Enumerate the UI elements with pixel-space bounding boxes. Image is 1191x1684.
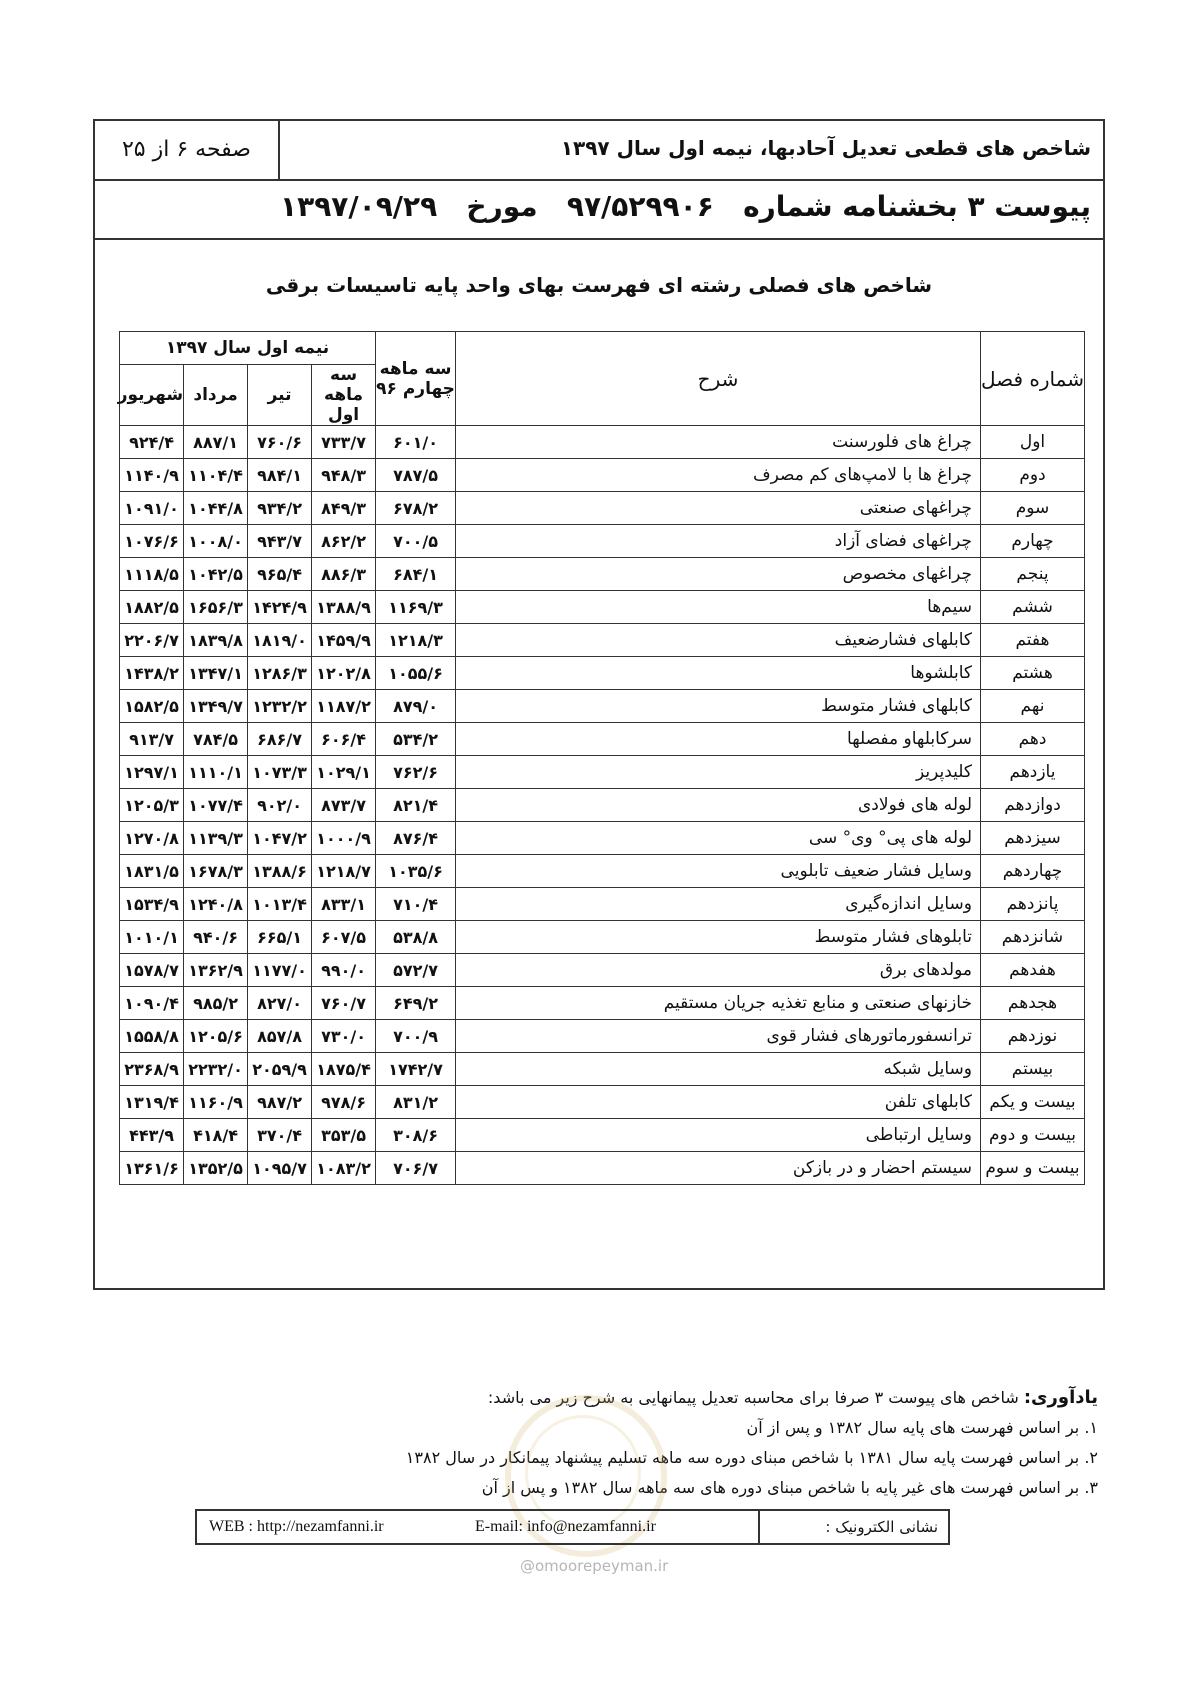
header-row: [95, 121, 1103, 181]
row-mordad: ۹۸۵/۲: [184, 987, 248, 1020]
row-tir: ۳۷۰/۴: [248, 1119, 312, 1152]
row-q4: ۷۰۰/۹: [376, 1020, 456, 1053]
table-row: [120, 591, 1085, 624]
row-mordad: ۸۸۷/۱: [184, 426, 248, 459]
col-header-mordad: مرداد: [184, 365, 248, 426]
row-shahrivar: ۹۲۴/۴: [120, 426, 184, 459]
page-number: صفحه ۶ از ۲۵: [95, 121, 280, 179]
row-tir: ۶۶۵/۱: [248, 921, 312, 954]
note-text: شاخص های پیوست ۳ صرفا برای محاسبه تعدیل پیمانهایی به شرح زیر می باشد:: [487, 1388, 1019, 1407]
row-shahrivar: ۲۳۶۸/۹: [120, 1053, 184, 1086]
row-q1: ۸۸۶/۳: [312, 558, 376, 591]
table-row: [120, 888, 1085, 921]
table-row: [120, 756, 1085, 789]
table-row: [120, 459, 1085, 492]
row-number: پنجم: [981, 558, 1085, 591]
row-tir: ۱۴۲۴/۹: [248, 591, 312, 624]
index-table: [119, 331, 1085, 1185]
row-number: نهم: [981, 690, 1085, 723]
row-mordad: ۱۳۴۷/۱: [184, 657, 248, 690]
table-row: [120, 426, 1085, 459]
row-mordad: ۱۱۶۰/۹: [184, 1086, 248, 1119]
row-q1: ۱۴۵۹/۹: [312, 624, 376, 657]
row-tir: ۱۰۴۷/۲: [248, 822, 312, 855]
table-row: [120, 987, 1085, 1020]
note-item: ۳. بر اساس فهرست های غیر پایه با شاخص مبنای دوره های سه ماهه سال ۱۳۸۲ و پس از آن: [481, 1478, 1098, 1497]
row-mordad: ۹۴۰/۶: [184, 921, 248, 954]
row-mordad: ۱۲۰۵/۶: [184, 1020, 248, 1053]
row-mordad: ۱۱۱۰/۱: [184, 756, 248, 789]
row-q1: ۱۲۰۲/۸: [312, 657, 376, 690]
row-shahrivar: ۹۱۳/۷: [120, 723, 184, 756]
row-tir: ۱۳۸۸/۶: [248, 855, 312, 888]
row-q1: ۶۰۶/۴: [312, 723, 376, 756]
row-tir: ۸۲۷/۰: [248, 987, 312, 1020]
row-q4: ۸۳۱/۲: [376, 1086, 456, 1119]
row-number: بیست و سوم: [981, 1152, 1085, 1185]
row-mordad: ۱۰۴۴/۸: [184, 492, 248, 525]
row-q1: ۱۰۰۰/۹: [312, 822, 376, 855]
row-number: هشتم: [981, 657, 1085, 690]
row-q4: ۵۷۲/۷: [376, 954, 456, 987]
row-shahrivar: ۱۰۹۰/۴: [120, 987, 184, 1020]
row-tir: ۱۰۹۵/۷: [248, 1152, 312, 1185]
row-q1: ۱۰۸۳/۲: [312, 1152, 376, 1185]
row-shahrivar: ۱۵۷۸/۷: [120, 954, 184, 987]
table-row: [120, 1020, 1085, 1053]
col-header-tir: تیر: [248, 365, 312, 426]
row-shahrivar: ۱۸۳۱/۵: [120, 855, 184, 888]
note-item: ۱. بر اساس فهرست های پایه سال ۱۳۸۲ و پس از آن: [746, 1418, 1098, 1437]
row-q4: ۱۰۳۵/۶: [376, 855, 456, 888]
row-description: چراغهای فضای آزاد: [456, 525, 981, 558]
row-shahrivar: ۱۳۱۹/۴: [120, 1086, 184, 1119]
table-title: شاخص های فصلی رشته ای فهرست بهای واحد پایه تاسیسات برقی: [265, 273, 933, 297]
row-number: اول: [981, 426, 1085, 459]
row-number: دوازدهم: [981, 789, 1085, 822]
row-q1: ۱۲۱۸/۷: [312, 855, 376, 888]
row-description: کابلهای فشارضعیف: [456, 624, 981, 657]
col-header-shahrivar: شهریور: [120, 365, 184, 426]
row-tir: ۸۵۷/۸: [248, 1020, 312, 1053]
row-number: بیست و دوم: [981, 1119, 1085, 1152]
row-tir: ۹۴۳/۷: [248, 525, 312, 558]
table-body: [120, 426, 1085, 1185]
row-description: لوله های فولادی: [456, 789, 981, 822]
row-number: هفتم: [981, 624, 1085, 657]
row-shahrivar: ۱۱۱۸/۵: [120, 558, 184, 591]
col-header-desc: شرح: [456, 332, 981, 426]
row-number: نوزدهم: [981, 1020, 1085, 1053]
row-number: چهارم: [981, 525, 1085, 558]
row-q4: ۷۶۲/۶: [376, 756, 456, 789]
row-tir: ۹۶۵/۴: [248, 558, 312, 591]
table-row: [120, 855, 1085, 888]
row-mordad: ۱۰۴۲/۵: [184, 558, 248, 591]
email-link[interactable]: E-mail: info@nezamfanni.ir: [475, 1518, 656, 1535]
table-row: [120, 921, 1085, 954]
row-mordad: ۲۲۳۲/۰: [184, 1053, 248, 1086]
document-title: شاخص های قطعی تعدیل آحادبها، نیمه اول سال ۱۳۹۷: [560, 136, 1091, 160]
row-description: کابلهای تلفن: [456, 1086, 981, 1119]
row-q1: ۹۹۰/۰: [312, 954, 376, 987]
row-description: وسایل فشار ضعیف تابلویی: [456, 855, 981, 888]
table-row: [120, 1086, 1085, 1119]
row-mordad: ۴۱۸/۴: [184, 1119, 248, 1152]
row-q4: ۵۳۴/۲: [376, 723, 456, 756]
row-q4: ۷۱۰/۴: [376, 888, 456, 921]
table-row: [120, 822, 1085, 855]
row-q1: ۸۷۳/۷: [312, 789, 376, 822]
row-q1: ۶۰۷/۵: [312, 921, 376, 954]
table-row: [120, 624, 1085, 657]
row-number: سوم: [981, 492, 1085, 525]
row-shahrivar: ۱۲۰۵/۳: [120, 789, 184, 822]
row-number: هفدهم: [981, 954, 1085, 987]
row-description: وسایل شبکه: [456, 1053, 981, 1086]
row-description: مولدهای برق: [456, 954, 981, 987]
row-mordad: ۱۶۵۶/۳: [184, 591, 248, 624]
row-q1: ۱۰۲۹/۱: [312, 756, 376, 789]
row-shahrivar: ۱۵۳۴/۹: [120, 888, 184, 921]
row-q1: ۷۳۰/۰: [312, 1020, 376, 1053]
row-number: یازدهم: [981, 756, 1085, 789]
row-q4: ۶۷۸/۲: [376, 492, 456, 525]
row-q4: ۷۰۶/۷: [376, 1152, 456, 1185]
row-number: سیزدهم: [981, 822, 1085, 855]
row-description: لوله های پی° وی° سی: [456, 822, 981, 855]
row-description: کابلهای فشار متوسط: [456, 690, 981, 723]
row-description: کلیدپریز: [456, 756, 981, 789]
row-shahrivar: ۲۲۰۶/۷: [120, 624, 184, 657]
row-mordad: ۱۳۶۲/۹: [184, 954, 248, 987]
subtitle-row: [95, 181, 1103, 240]
row-tir: ۱۲۸۶/۳: [248, 657, 312, 690]
row-q1: ۸۳۳/۱: [312, 888, 376, 921]
row-shahrivar: ۱۱۴۰/۹: [120, 459, 184, 492]
table-row: [120, 723, 1085, 756]
row-shahrivar: ۴۴۳/۹: [120, 1119, 184, 1152]
row-q4: ۱۰۵۵/۶: [376, 657, 456, 690]
row-tir: ۶۸۶/۷: [248, 723, 312, 756]
row-tir: ۹۸۷/۲: [248, 1086, 312, 1119]
row-shahrivar: ۱۸۸۲/۵: [120, 591, 184, 624]
row-number: ششم: [981, 591, 1085, 624]
row-shahrivar: ۱۵۸۲/۵: [120, 690, 184, 723]
row-q4: ۶۴۹/۲: [376, 987, 456, 1020]
table-row: [120, 690, 1085, 723]
row-q1: ۹۴۸/۳: [312, 459, 376, 492]
row-shahrivar: ۱۲۷۰/۸: [120, 822, 184, 855]
footer-label: نشانی الکترونیک :: [758, 1511, 948, 1543]
row-tir: ۷۶۰/۶: [248, 426, 312, 459]
row-q1: ۱۱۸۷/۲: [312, 690, 376, 723]
row-number: چهاردهم: [981, 855, 1085, 888]
col-header-q4: سه ماهه چهارم ۹۶: [376, 332, 456, 426]
col-header-no: شماره فصل: [981, 332, 1085, 426]
row-description: سیم‌ها: [456, 591, 981, 624]
note-lead: یادآوری:: [1023, 1387, 1098, 1408]
row-number: بیست و یکم: [981, 1086, 1085, 1119]
row-q4: ۱۷۴۲/۷: [376, 1053, 456, 1086]
table-row: [120, 657, 1085, 690]
circular-reference: پیوست ۳ بخشنامه شماره ۹۷/۵۲۹۹۰۶ مورخ ۱۳۹۷/۰۹/۲۹: [280, 190, 1091, 223]
row-description: چراغ های فلورسنت: [456, 426, 981, 459]
contact-footer: [195, 1509, 950, 1545]
table-row: [120, 492, 1085, 525]
row-q4: ۱۲۱۸/۳: [376, 624, 456, 657]
row-mordad: ۱۶۷۸/۳: [184, 855, 248, 888]
row-q4: ۸۷۹/۰: [376, 690, 456, 723]
col-header-q1: سه ماهه اول: [312, 365, 376, 426]
row-q4: ۸۷۶/۴: [376, 822, 456, 855]
row-description: چراغهای صنعتی: [456, 492, 981, 525]
row-mordad: ۱۱۰۴/۴: [184, 459, 248, 492]
row-tir: ۱۰۷۳/۳: [248, 756, 312, 789]
table-row: [120, 1053, 1085, 1086]
row-mordad: ۱۳۴۹/۷: [184, 690, 248, 723]
row-number: دهم: [981, 723, 1085, 756]
row-number: دوم: [981, 459, 1085, 492]
row-description: وسایل اندازه‌گیری: [456, 888, 981, 921]
table-row: [120, 1119, 1085, 1152]
row-description: تابلوهای فشار متوسط: [456, 921, 981, 954]
row-tir: ۹۳۴/۲: [248, 492, 312, 525]
row-q1: ۱۳۸۸/۹: [312, 591, 376, 624]
row-q4: ۵۳۸/۸: [376, 921, 456, 954]
row-description: چراغهای مخصوص: [456, 558, 981, 591]
row-number: شانزدهم: [981, 921, 1085, 954]
row-shahrivar: ۱۰۷۶/۶: [120, 525, 184, 558]
row-number: بیستم: [981, 1053, 1085, 1086]
table-row: [120, 789, 1085, 822]
row-mordad: ۷۸۴/۵: [184, 723, 248, 756]
row-description: ترانسفورماتورهای فشار قوی: [456, 1020, 981, 1053]
row-q1: ۳۵۳/۵: [312, 1119, 376, 1152]
row-number: هجدهم: [981, 987, 1085, 1020]
row-mordad: ۱۳۵۲/۵: [184, 1152, 248, 1185]
row-tir: ۲۰۵۹/۹: [248, 1053, 312, 1086]
row-mordad: ۱۱۳۹/۳: [184, 822, 248, 855]
row-shahrivar: ۱۴۳۸/۲: [120, 657, 184, 690]
row-shahrivar: ۱۲۹۷/۱: [120, 756, 184, 789]
row-q1: ۷۶۰/۷: [312, 987, 376, 1020]
row-tir: ۱۰۱۳/۴: [248, 888, 312, 921]
row-shahrivar: ۱۳۶۱/۶: [120, 1152, 184, 1185]
row-tir: ۹۸۴/۱: [248, 459, 312, 492]
document-frame: [93, 119, 1105, 1290]
row-q4: ۷۸۷/۵: [376, 459, 456, 492]
row-q4: ۱۱۶۹/۳: [376, 591, 456, 624]
row-description: وسایل ارتباطی: [456, 1119, 981, 1152]
row-description: چراغ ها با لامپ‌های کم مصرف: [456, 459, 981, 492]
row-mordad: ۱۲۴۰/۸: [184, 888, 248, 921]
row-description: خازنهای صنعتی و منابع تغذیه جریان مستقیم: [456, 987, 981, 1020]
row-q1: ۸۴۹/۳: [312, 492, 376, 525]
table-row: [120, 1152, 1085, 1185]
note-item: ۲. بر اساس فهرست پایه سال ۱۳۸۱ با شاخص مبنای دوره سه ماهه تسلیم پیشنهاد پیمانکار در سال ۱۳۸۲: [405, 1448, 1098, 1467]
row-q1: ۹۷۸/۶: [312, 1086, 376, 1119]
watermark-text: @omoorepeyman.ir: [520, 1557, 669, 1575]
row-q4: ۶۸۴/۱: [376, 558, 456, 591]
row-q4: ۸۲۱/۴: [376, 789, 456, 822]
row-tir: ۹۰۲/۰: [248, 789, 312, 822]
row-mordad: ۱۰۷۷/۴: [184, 789, 248, 822]
row-tir: ۱۸۱۹/۰: [248, 624, 312, 657]
col-header-half: نیمه اول سال ۱۳۹۷: [120, 332, 376, 365]
row-description: سیستم احضار و در بازکن: [456, 1152, 981, 1185]
row-q1: ۷۳۳/۷: [312, 426, 376, 459]
row-shahrivar: ۱۰۱۰/۱: [120, 921, 184, 954]
row-tir: ۱۱۷۷/۰: [248, 954, 312, 987]
row-shahrivar: ۱۵۵۸/۸: [120, 1020, 184, 1053]
row-tir: ۱۲۳۲/۲: [248, 690, 312, 723]
table-row: [120, 558, 1085, 591]
row-number: پانزدهم: [981, 888, 1085, 921]
row-description: کابلشوها: [456, 657, 981, 690]
table-row: [120, 525, 1085, 558]
web-link[interactable]: WEB : http://nezamfanni.ir: [209, 1518, 384, 1535]
table-row: [120, 954, 1085, 987]
row-q1: ۸۶۲/۲: [312, 525, 376, 558]
row-q4: ۳۰۸/۶: [376, 1119, 456, 1152]
row-q4: ۶۰۱/۰: [376, 426, 456, 459]
row-description: سرکابلهاو مفصلها: [456, 723, 981, 756]
row-shahrivar: ۱۰۹۱/۰: [120, 492, 184, 525]
row-mordad: ۱۰۰۸/۰: [184, 525, 248, 558]
row-q4: ۷۰۰/۵: [376, 525, 456, 558]
row-mordad: ۱۸۳۹/۸: [184, 624, 248, 657]
row-q1: ۱۸۷۵/۴: [312, 1053, 376, 1086]
